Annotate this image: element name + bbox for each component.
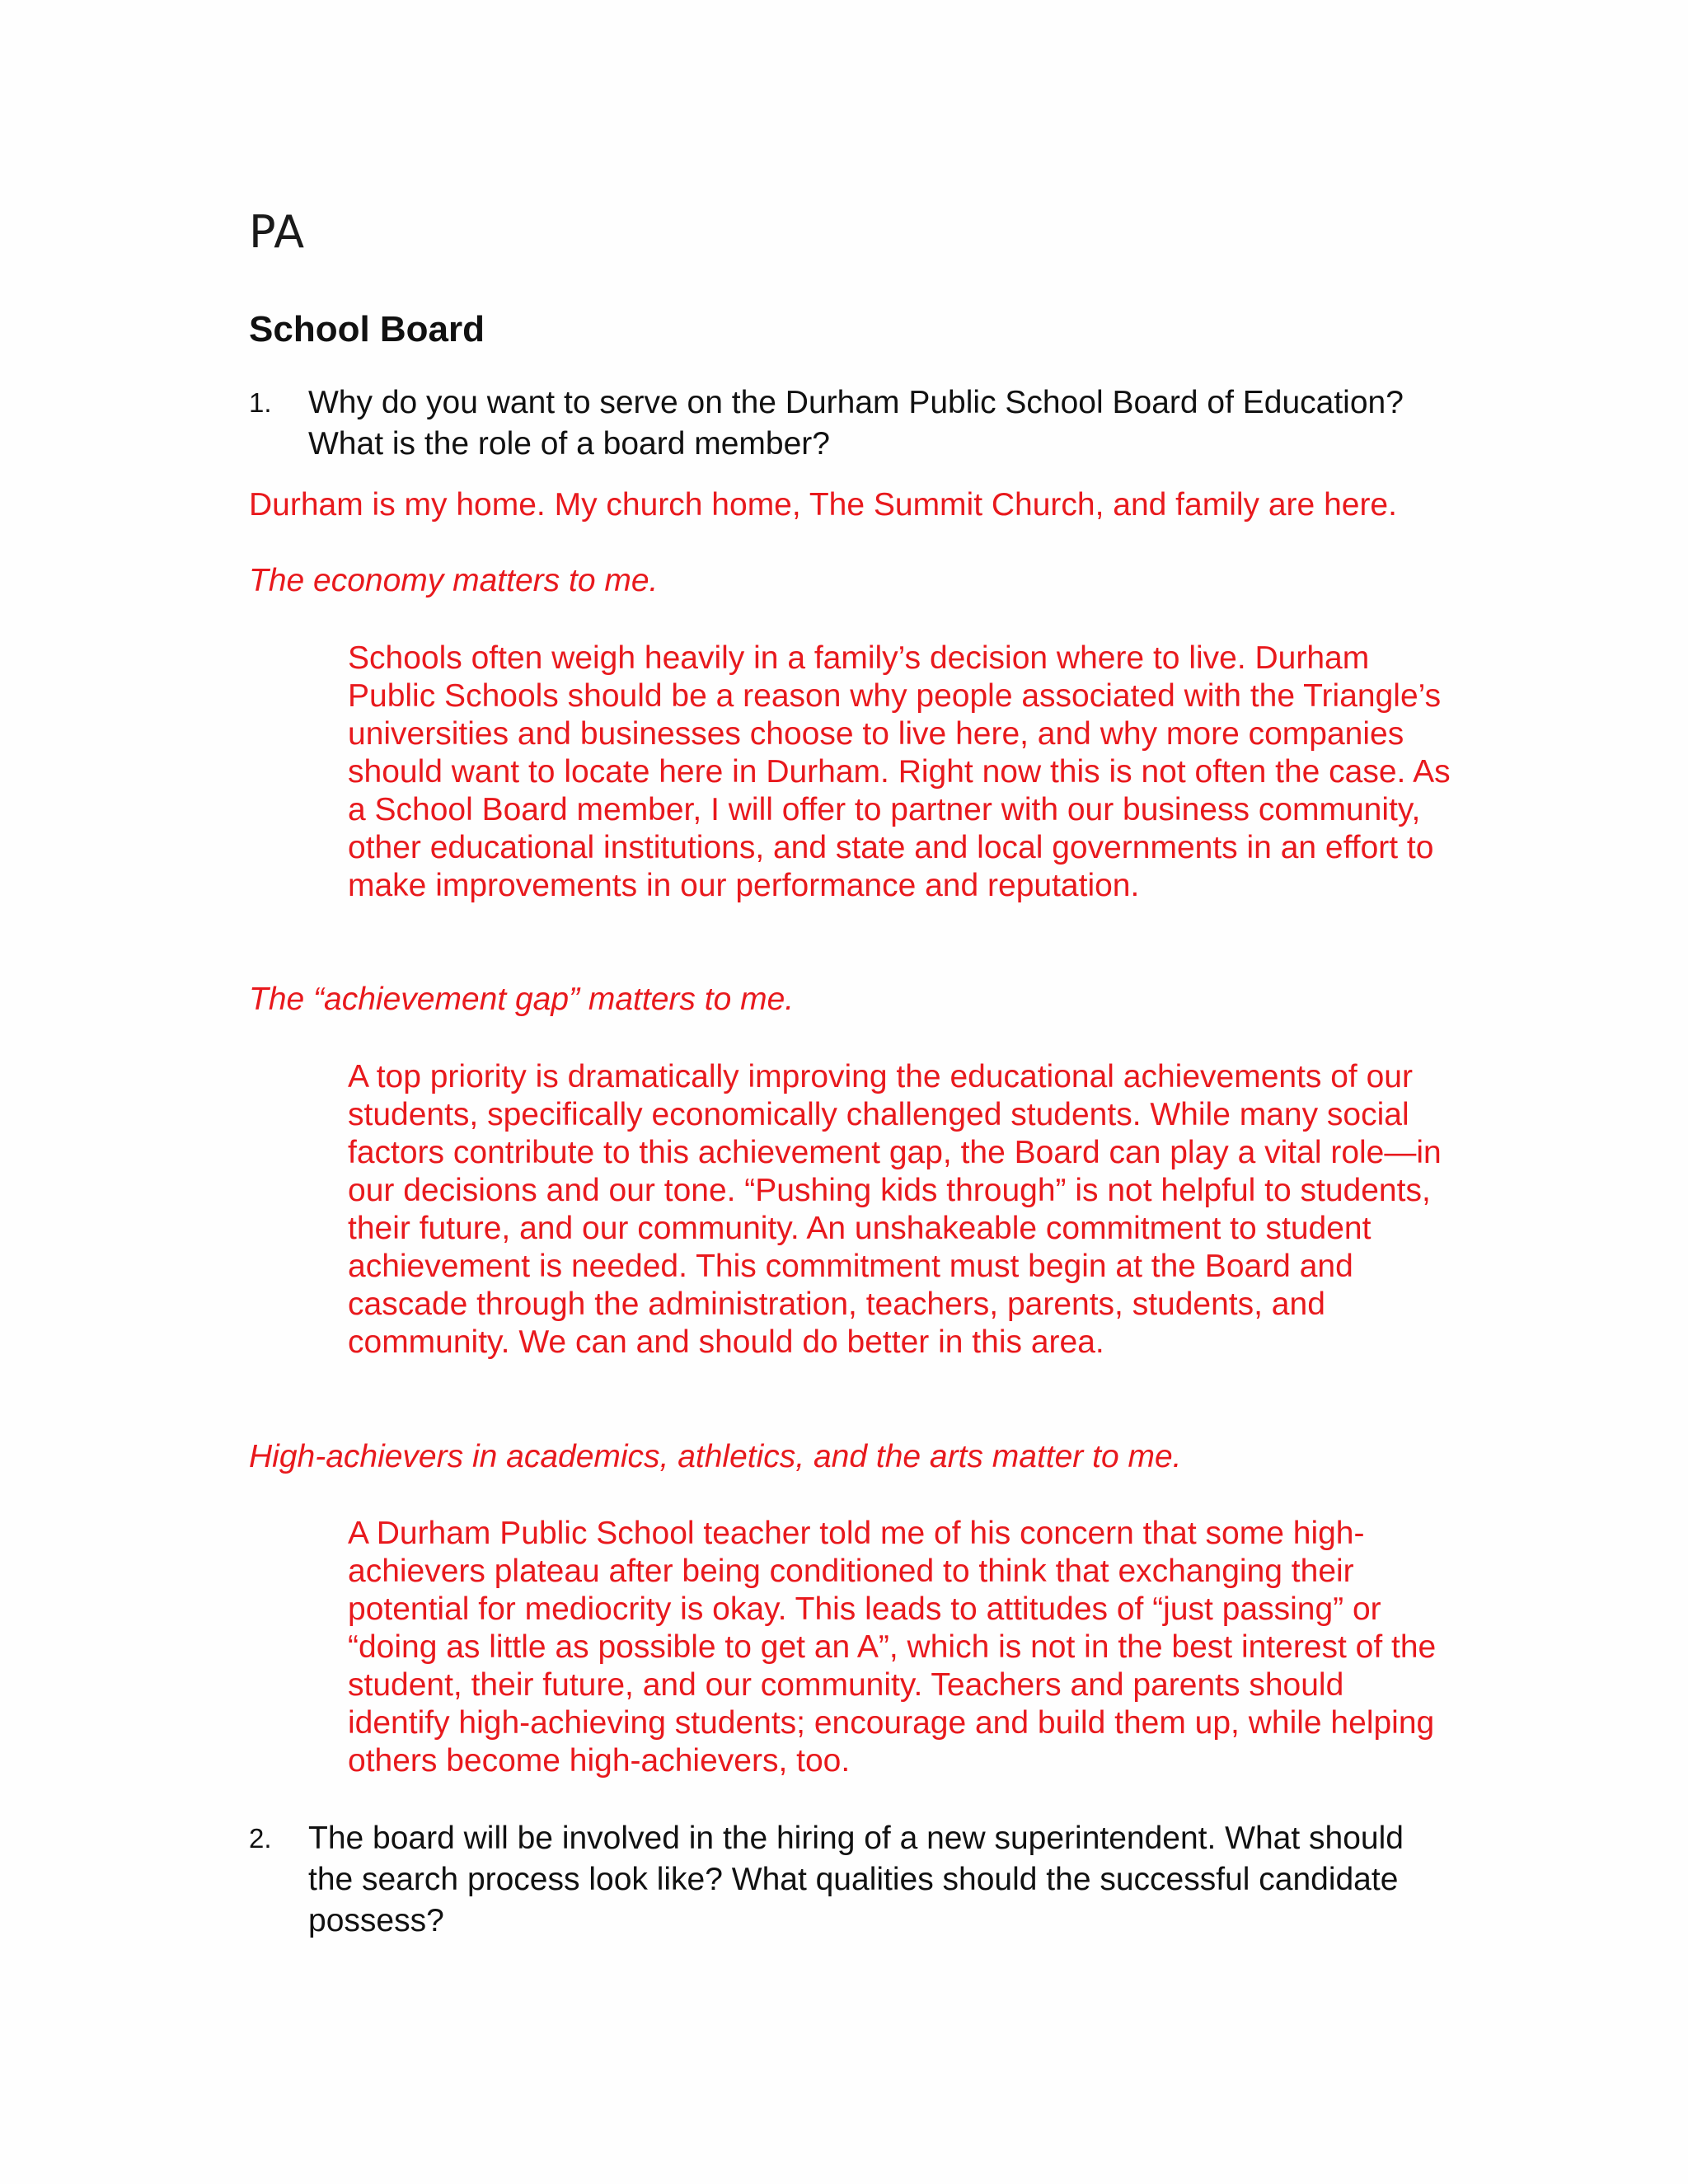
question-2 [249, 1818, 1452, 1942]
question-text: Why do you want to serve on the Durham Public School Board of Education? What is the role of a board member? [308, 385, 1404, 462]
answer-intro: Durham is my home. My church home, The Summit Church, and family are here. [249, 487, 1397, 523]
section-title: School Board [249, 309, 485, 349]
economy-paragraph: Schools often weigh heavily in a family’s decision where to live. Durham Public Schools should be a reason why people associated with the Triangle’s universities and businesses choose to live here, and why more companies should want to locate here in Durham. Right now this is not often the case. As a School Board member, I will offer to partner with our business community, other educational institutions, and state and local governments in an effort to make improvements in our performance and reputation. [348, 640, 1451, 903]
economy-heading: The economy matters to me. [249, 563, 659, 598]
question-number: 1. [249, 387, 272, 418]
achievement-gap-paragraph: A top priority is dramatically improving the educational achievements of our students, specifically economically challenged students. While many social factors contribute to this achievement gap, the Board can play a vital role—in our decisions and our tone. “Pushing kids through” is not helpful to students, their future, and our community. An unshakeable commitment to student achievement is needed. This commitment must begin at the Board and cascade through the administration, teachers, parents, students, and community. We can and should do better in this area. [348, 1059, 1442, 1360]
question-1 [249, 382, 1452, 465]
question-number: 2. [249, 1823, 272, 1854]
candidate-initials: PA [249, 206, 306, 258]
high-achievers-paragraph: A Durham Public School teacher told me of his concern that some high-achievers plateau after being conditioned to think that exchanging their potential for mediocrity is okay. This leads to attitudes of “just passing” or “doing as little as possible to get an A”, which is not in the best interest of the student, their future, and our community. Teachers and parents should identify high-achieving students; encourage and build them up, while helping others become high-achievers, too. [348, 1516, 1437, 1779]
achievement-gap-heading: The “achievement gap” matters to me. [249, 982, 795, 1017]
question-text: The board will be involved in the hiring of a new superintendent. What should the search process look like? What qualities should the successful candidate possess? [308, 1821, 1404, 1938]
high-achievers-heading: High-achievers in academics, athletics, and the arts matter to me. [249, 1439, 1182, 1474]
